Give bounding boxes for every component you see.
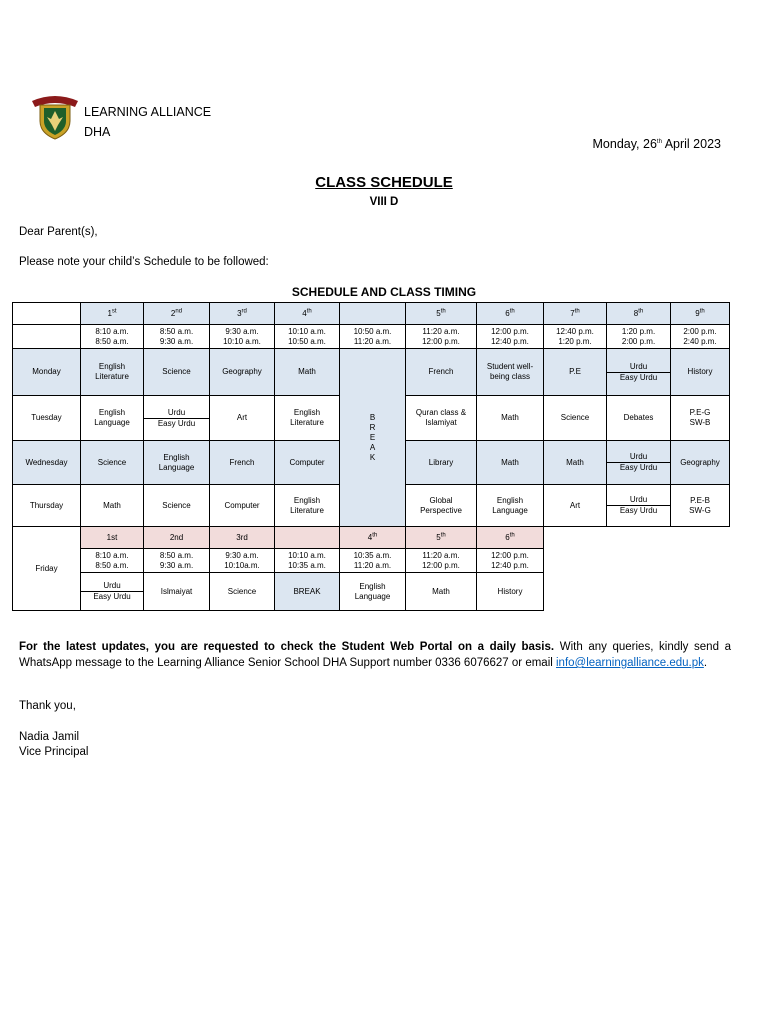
time-cell: 10:10 a.m. 10:35 a.m. [275, 549, 340, 573]
cell-friday-1: Urdu Easy Urdu [81, 573, 144, 611]
day-label-thursday: Thursday [13, 485, 81, 527]
intro-note: Please note your child’s Schedule to be followed: [19, 256, 269, 268]
period-header-2: 2nd [144, 303, 210, 325]
cell-friday-break: BREAK [275, 573, 340, 611]
day-label-tuesday: Tuesday [13, 396, 81, 441]
blank-area [544, 527, 730, 549]
cell-monday-3: Geography [210, 349, 275, 396]
school-name-line1: LEARNING ALLIANCE [84, 105, 212, 119]
time-cell: 1:20 p.m. 2:00 p.m. [607, 325, 671, 349]
time-cell: 10:50 a.m. 11:20 a.m. [340, 325, 406, 349]
cell-wednesday-6: Math [477, 441, 544, 485]
page-title: CLASS SCHEDULE [315, 174, 453, 191]
corner-cell [13, 303, 81, 325]
cell-tuesday-5: Quran class & Islamiyat [406, 396, 477, 441]
friday-period-4: 4th [340, 527, 406, 549]
time-cell: 8:50 a.m. 9:30 a.m. [144, 549, 210, 573]
time-cell: 12:00 p.m. 12:40 p.m. [477, 549, 544, 573]
timing-row [13, 325, 730, 349]
cell-tuesday-3: Art [210, 396, 275, 441]
friday-period-3: 3rd [210, 527, 275, 549]
friday-period-6: 6th [477, 527, 544, 549]
signature-name: Nadia Jamil [19, 731, 80, 743]
cell-thursday-8: Urdu Easy Urdu [607, 485, 671, 527]
cell-friday-5: Math [406, 573, 477, 611]
cell-friday-2: Islmaiyat [144, 573, 210, 611]
cell-monday-8: Urdu Easy Urdu [607, 349, 671, 396]
cell-monday-2: Science [144, 349, 210, 396]
cell-thursday-4: English Literature [275, 485, 340, 527]
cell-thursday-1: Math [81, 485, 144, 527]
time-cell: 11:20 a.m. 12:00 p.m. [406, 549, 477, 573]
cell-tuesday-2: Urdu Easy Urdu [144, 396, 210, 441]
school-crest-logo [28, 93, 82, 141]
day-label-monday: Monday [13, 349, 81, 396]
period-header-9: 9th [671, 303, 730, 325]
cell-tuesday-9: P.E-G SW-B [671, 396, 730, 441]
class-section: VIII D [369, 196, 399, 208]
friday-subject-row [13, 573, 730, 611]
closing: Thank you, [19, 700, 76, 712]
school-name-line2: DHA [84, 125, 111, 139]
table-title: SCHEDULE AND CLASS TIMING [291, 285, 477, 299]
signature-title: Vice Principal [19, 746, 89, 758]
day-label-friday: Friday [13, 527, 81, 611]
cell-wednesday-1: Science [81, 441, 144, 485]
period-header-row [13, 303, 730, 325]
time-cell: 2:00 p.m. 2:40 p.m. [671, 325, 730, 349]
cell-wednesday-7: Math [544, 441, 607, 485]
time-cell: 8:10 a.m. 8:50 a.m. [81, 325, 144, 349]
time-cell: 10:10 a.m. 10:50 a.m. [275, 325, 340, 349]
break-column: B R E A K [340, 349, 406, 527]
greeting: Dear Parent(s), [19, 226, 98, 238]
school-name [84, 102, 211, 142]
period-header-8: 8th [607, 303, 671, 325]
period-header-6: 6th [477, 303, 544, 325]
blank-area [544, 549, 730, 573]
cell-wednesday-5: Library [406, 441, 477, 485]
cell-friday-3: Science [210, 573, 275, 611]
period-header-5: 5th [406, 303, 477, 325]
period-header-7: 7th [544, 303, 607, 325]
cell-thursday-9: P.E-B SW-G [671, 485, 730, 527]
cell-tuesday-8: Debates [607, 396, 671, 441]
cell-thursday-2: Science [144, 485, 210, 527]
cell-monday-7: P.E [544, 349, 607, 396]
friday-break-header [275, 527, 340, 549]
friday-period-1: 1st [81, 527, 144, 549]
time-cell: 9:30 a.m. 10:10a.m. [210, 549, 275, 573]
friday-period-5: 5th [406, 527, 477, 549]
time-cell: 12:40 p.m. 1:20 p.m. [544, 325, 607, 349]
email-link[interactable]: info@learningalliance.edu.pk [556, 657, 704, 669]
timing-label-cell [13, 325, 81, 349]
footer-notice: For the latest updates, you are requested to check the Student Web Portal on a daily basis. With any queries, kindly send a WhatsApp message to the Learning Alliance Senior School DHA Support number 0336 6076627 or email info@learningalliance.edu.pk. [19, 641, 731, 669]
time-cell: 11:20 a.m. 12:00 p.m. [406, 325, 477, 349]
cell-tuesday-4: English Literature [275, 396, 340, 441]
time-cell: 8:50 a.m. 9:30 a.m. [144, 325, 210, 349]
time-cell: 12:00 p.m. 12:40 p.m. [477, 325, 544, 349]
day-label-wednesday: Wednesday [13, 441, 81, 485]
cell-tuesday-6: Math [477, 396, 544, 441]
blank-area [544, 573, 730, 611]
cell-tuesday-7: Science [544, 396, 607, 441]
cell-wednesday-2: English Language [144, 441, 210, 485]
time-cell: 9:30 a.m. 10:10 a.m. [210, 325, 275, 349]
cell-wednesday-3: French [210, 441, 275, 485]
cell-wednesday-4: Computer [275, 441, 340, 485]
cell-wednesday-9: Geography [671, 441, 730, 485]
schedule-table [12, 302, 730, 611]
time-cell: 8:10 a.m. 8:50 a.m. [81, 549, 144, 573]
cell-friday-6: History [477, 573, 544, 611]
cell-tuesday-1: English Language [81, 396, 144, 441]
friday-period-2: 2nd [144, 527, 210, 549]
signature-block [19, 730, 88, 760]
period-header-1: 1st [81, 303, 144, 325]
break-header [340, 303, 406, 325]
friday-header-row [13, 527, 730, 549]
letter-date: Monday, 26th April 2023 [592, 137, 721, 151]
cell-monday-9: History [671, 349, 730, 396]
cell-monday-6: Student well-being class [477, 349, 544, 396]
time-cell: 10:35 a.m. 11:20 a.m. [340, 549, 406, 573]
row-monday [13, 349, 730, 396]
cell-thursday-5: Global Perspective [406, 485, 477, 527]
cell-thursday-7: Art [544, 485, 607, 527]
cell-thursday-6: English Language [477, 485, 544, 527]
cell-friday-4: English Language [340, 573, 406, 611]
cell-thursday-3: Computer [210, 485, 275, 527]
cell-monday-1: English Literature [81, 349, 144, 396]
friday-timing-row [13, 549, 730, 573]
cell-monday-4: Math [275, 349, 340, 396]
cell-wednesday-8: Urdu Easy Urdu [607, 441, 671, 485]
period-header-3: 3rd [210, 303, 275, 325]
cell-monday-5: French [406, 349, 477, 396]
period-header-4: 4th [275, 303, 340, 325]
